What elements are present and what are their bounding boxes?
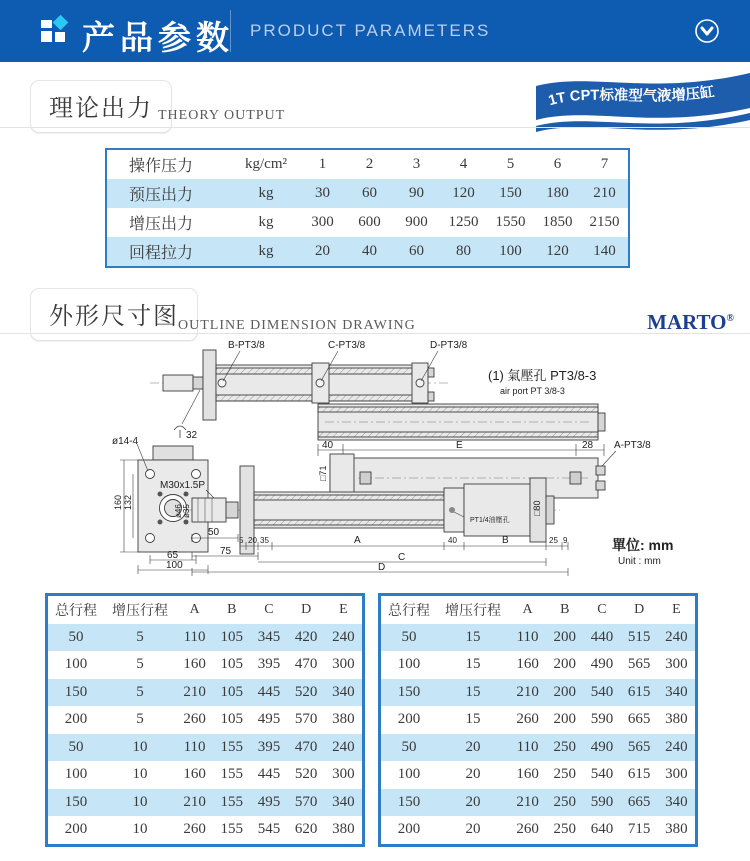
table-cell: 120 [546,243,569,259]
table-cell: 100 [64,656,88,673]
table-cell: 200 [553,628,577,645]
svg-text:ø46: ø46 [174,504,183,518]
column-header: C [597,601,607,617]
column-header: E [339,601,348,617]
table-cell: 210 [516,683,539,700]
svg-text:D-PT3/8: D-PT3/8 [430,340,468,351]
table-row [48,761,362,789]
table-cell: 20 [465,766,481,783]
table-cell: 590 [590,793,614,810]
page-title: 产品参数 [82,19,234,56]
svg-text:E: E [456,440,463,451]
table-cell: 260 [516,821,539,838]
table-cell: 300 [332,766,355,783]
table-cell: 395 [257,656,281,673]
table-cell: 150 [499,185,522,201]
table-cell: 240 [332,628,355,645]
table-cell: 100 [397,766,421,783]
table-cell: 150 [64,793,88,810]
table-cell: 260 [183,821,206,838]
table-cell: 380 [665,821,688,838]
table-cell: 470 [294,656,318,673]
table-cell: 300 [665,766,688,783]
column-header: E [672,601,681,617]
table-cell: 5 [136,628,144,645]
table-cell: 15 [465,628,481,645]
table-cell: 110 [516,738,539,755]
table-cell: 110 [183,628,206,645]
table-cell: 20 [465,793,481,810]
table-row [48,706,362,734]
registered-mark: ® [726,313,734,324]
svg-text:100: 100 [166,560,183,571]
table-cell: 50 [68,628,84,645]
table-cell: 445 [257,766,281,783]
svg-text:A-PT3/8: A-PT3/8 [614,440,651,451]
table-cell: 200 [397,711,421,728]
table-cell: 515 [627,628,651,645]
table-cell: 60 [362,185,377,201]
table-cell: 4 [459,156,468,172]
table-row [381,596,695,624]
table-cell: 250 [553,738,577,755]
table-cell: 665 [627,793,651,810]
table-cell: 340 [665,793,688,810]
table-cell: 1 [318,156,327,172]
svg-text:C-PT3/8: C-PT3/8 [328,340,366,351]
table-cell: 增压出力 [129,216,194,233]
svg-text:ø14-4: ø14-4 [112,436,139,447]
table-cell: 565 [627,656,651,673]
table-cell: 2 [365,156,374,172]
table-cell: 250 [553,793,577,810]
table-cell: 395 [257,738,281,755]
table-cell: 155 [220,821,244,838]
svg-text:20: 20 [248,536,257,545]
table-cell: 600 [358,214,381,230]
table-cell: 520 [294,683,318,700]
table-cell: 160 [516,656,539,673]
table-cell: 440 [590,628,614,645]
table-cell: 10 [132,766,148,783]
table-cell: 620 [294,821,318,838]
table-row [107,179,628,208]
table-row [381,816,695,844]
table-cell: 105 [220,683,244,700]
table-cell: 155 [220,793,244,810]
svg-text:Unit : mm: Unit : mm [618,556,661,567]
scroll-down-icon[interactable] [694,18,720,44]
table-cell: 20 [465,738,481,755]
table-cell: 90 [409,185,424,201]
column-header: 总行程 [388,603,430,619]
table-row [48,734,362,762]
table-cell: 30 [315,185,330,201]
svg-text:M30x1.5P: M30x1.5P [160,480,206,491]
table-cell: 615 [627,766,651,783]
table-cell: 300 [665,656,688,673]
table-cell: 210 [183,683,206,700]
page-subtitle: PRODUCT PARAMETERS [250,21,491,40]
table-cell: 210 [516,793,539,810]
svg-text:C: C [398,552,406,563]
table-cell: 1850 [542,214,573,230]
svg-text:5: 5 [239,536,244,545]
column-header: B [560,601,570,617]
column-header: C [264,601,274,617]
svg-text:28: 28 [582,440,594,451]
table-cell: 1550 [495,214,526,230]
table-cell: 260 [183,711,206,728]
table-cell: 105 [220,656,244,673]
brand-logo: MARTO® [647,310,734,334]
table-cell: 5 [136,711,144,728]
table-cell: 10 [132,793,148,810]
table-cell: 250 [553,821,577,838]
table-cell: 665 [627,711,651,728]
table-cell: 210 [593,185,616,201]
svg-text:單位: mm: 單位: mm [612,537,674,553]
section-title-cn: 外形尺寸图 [49,304,179,330]
table-cell: 200 [553,711,577,728]
column-header: 增压行程 [445,603,501,619]
table-cell: 2150 [589,214,620,230]
table-cell: 1250 [448,214,479,230]
table-cell: 15 [465,683,481,700]
table-row [48,816,362,844]
svg-text:B-PT3/8: B-PT3/8 [228,340,265,351]
table-cell: 160 [516,766,539,783]
table-cell: 3 [412,156,421,172]
table-cell: 490 [590,656,614,673]
table-cell: 7 [600,156,609,172]
table-cell: 160 [183,766,206,783]
table-row [381,706,695,734]
table-row [381,624,695,652]
svg-text:9: 9 [563,536,568,545]
svg-text:75: 75 [220,546,232,557]
table-cell: kg/cm² [245,156,287,172]
table-cell: 300 [311,214,334,230]
table-cell: 380 [332,711,355,728]
table-cell: 105 [220,628,244,645]
table-cell: 20 [465,821,481,838]
section-title-cn: 理论出力 [49,96,153,122]
table-cell: 80 [456,243,471,259]
table-cell: 250 [553,766,577,783]
upper-tube-view [318,404,605,440]
table-cell: 140 [593,243,616,259]
table-cell: 150 [397,683,421,700]
table-cell: 200 [553,683,577,700]
dimension-table-right [381,596,695,844]
svg-text:air port PT 3/8-3: air port PT 3/8-3 [500,386,565,396]
table-cell: kg [258,185,274,201]
table-cell: 260 [516,711,539,728]
table-cell: 20 [315,243,330,259]
svg-text:40: 40 [322,440,334,451]
table-cell: 640 [590,821,614,838]
table-row [48,624,362,652]
table-cell: 715 [627,821,651,838]
section-header-bar [0,0,750,62]
header-divider [230,10,231,52]
table-row [48,651,362,679]
table-cell: 565 [627,738,651,755]
table-row [381,761,695,789]
table-cell: 900 [405,214,428,230]
dimension-table-left-border [45,593,365,847]
section-title-en: THEORY OUTPUT [158,108,286,123]
table-cell: 155 [220,738,244,755]
table-cell: 15 [465,656,481,673]
table-cell: 495 [257,793,281,810]
table-cell: 240 [665,628,688,645]
table-cell: 520 [294,766,318,783]
table-cell: 345 [257,628,281,645]
table-cell: 110 [516,628,539,645]
svg-text:PT1/4油壓孔: PT1/4油壓孔 [470,517,510,524]
table-cell: 570 [294,793,318,810]
svg-text:□80: □80 [532,500,542,516]
table-cell: 5 [136,683,144,700]
table-row [107,237,628,266]
table-cell: 240 [332,738,355,755]
table-row [48,679,362,707]
svg-text:D: D [378,562,386,573]
table-cell: 200 [553,656,577,673]
table-cell: 420 [294,628,318,645]
table-cell: 615 [627,683,651,700]
table-cell: 40 [362,243,377,259]
table-cell: 100 [499,243,522,259]
table-cell: 120 [452,185,475,201]
section-title-en: OUTLINE DIMENSION DRAWING [178,318,416,333]
table-cell: kg [258,243,274,259]
table-row [381,679,695,707]
svg-text:25: 25 [549,536,558,545]
table-cell: 15 [465,711,481,728]
table-cell: 210 [183,793,206,810]
table-cell: 540 [590,683,614,700]
table-cell: 570 [294,711,318,728]
table-cell: 200 [64,821,88,838]
table-cell: 110 [183,738,206,755]
table-cell: 5 [136,656,144,673]
table-cell: 540 [590,766,614,783]
table-cell: 380 [332,821,355,838]
ribbon-text: 1T CPT标准型气液增压缸 [546,84,716,110]
svg-text:A: A [354,535,361,546]
table-row [48,596,362,624]
table-cell: 100 [64,766,88,783]
table-cell: 60 [409,243,424,259]
table-row [107,150,628,179]
table-cell: 50 [401,738,417,755]
table-cell: 105 [220,711,244,728]
table-cell: 200 [64,711,88,728]
table-cell: 340 [665,683,688,700]
table-cell: 340 [332,793,355,810]
technical-drawing [0,338,750,580]
table-cell: 操作压力 [129,158,194,175]
svg-text:B: B [502,535,509,546]
table-row [381,651,695,679]
table-cell: 495 [257,711,281,728]
table-cell: kg [258,214,274,230]
column-header: D [634,601,645,617]
svg-text:□71: □71 [318,465,328,481]
column-header: B [227,601,237,617]
svg-text:32: 32 [186,430,198,441]
table-row [381,789,695,817]
table-row [381,734,695,762]
table-cell: 5 [506,156,515,172]
svg-text:35: 35 [260,536,269,545]
table-cell: 490 [590,738,614,755]
table-cell: 470 [294,738,318,755]
table-cell: 预压出力 [129,187,194,204]
table-cell: 160 [183,656,206,673]
svg-text:132: 132 [123,494,133,510]
column-header: 总行程 [55,603,97,619]
table-cell: 150 [64,683,88,700]
table-row [107,208,628,237]
table-cell: 445 [257,683,281,700]
svg-text:ø35: ø35 [182,504,191,518]
table-cell: 150 [397,793,421,810]
svg-text:40: 40 [448,536,457,545]
table-cell: 590 [590,711,614,728]
squares-logo-icon [40,16,70,46]
theory-output-table [107,150,628,266]
table-cell: 340 [332,683,355,700]
table-cell: 6 [553,156,562,172]
section-rule [0,127,750,128]
svg-text:(1) 氣壓孔 PT3/8-3: (1) 氣壓孔 PT3/8-3 [488,368,597,383]
column-header: D [301,601,312,617]
dimension-table-left [48,596,362,844]
table-cell: 240 [665,738,688,755]
svg-text:160: 160 [113,494,123,510]
table-cell: 300 [332,656,355,673]
section-rule [0,333,750,334]
table-row [48,789,362,817]
section-title-theory [30,80,172,133]
table-cell: 155 [220,766,244,783]
column-header: A [189,601,200,617]
table-cell: 50 [68,738,84,755]
svg-text:65: 65 [167,550,179,561]
table-cell: 180 [546,185,569,201]
theory-output-table-border [105,148,630,268]
column-header: A [522,601,533,617]
dimension-table-right-border [378,593,698,847]
table-cell: 回程拉力 [129,245,194,262]
column-header: 增压行程 [112,603,168,619]
table-cell: 545 [257,821,281,838]
table-cell: 10 [132,738,148,755]
svg-text:50: 50 [208,527,220,538]
table-cell: 10 [132,821,148,838]
table-cell: 200 [397,821,421,838]
table-cell: 50 [401,628,417,645]
table-cell: 380 [665,711,688,728]
table-cell: 100 [397,656,421,673]
